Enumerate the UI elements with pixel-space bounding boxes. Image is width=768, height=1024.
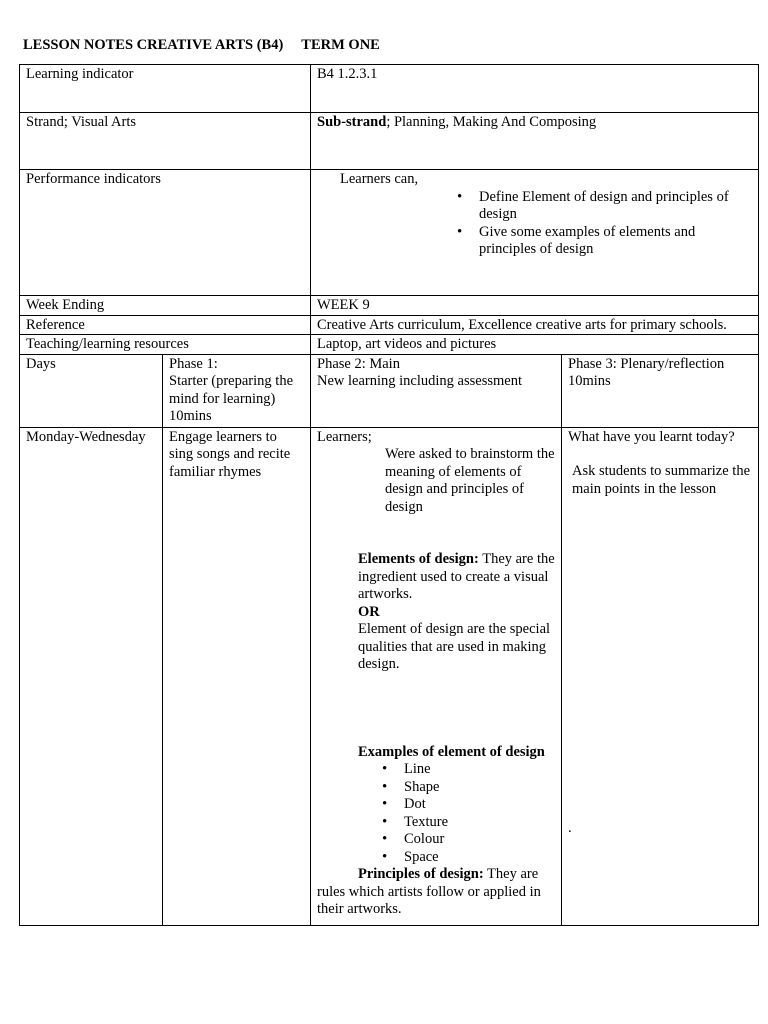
principles-definition xyxy=(317,866,555,919)
reflection-activity xyxy=(562,427,759,925)
list-item: • Texture xyxy=(404,814,555,832)
elements-def: They are the ingredient used to create a visual artworks. xyxy=(358,551,555,602)
lesson-days: Monday-Wednesday xyxy=(20,427,163,925)
strand-label: Strand; Visual Arts xyxy=(20,113,311,170)
or-label: OR xyxy=(358,603,380,620)
performance-row xyxy=(20,170,759,296)
elements-alt: Element of design are the special qualities that are used in making design. xyxy=(358,621,551,672)
strand-row xyxy=(20,113,759,170)
reference-label: Reference xyxy=(20,315,311,335)
document-title xyxy=(23,37,380,55)
list-item: • Define Element of design and principles of design xyxy=(479,189,752,224)
lesson-title: LESSON NOTES CREATIVE ARTS (B4) xyxy=(23,37,284,53)
resources-label: Teaching/learning resources xyxy=(20,335,311,355)
examples-heading: Examples of element of design xyxy=(358,743,545,760)
performance-list xyxy=(479,189,752,259)
list-item: • Colour xyxy=(404,831,555,849)
main-activity xyxy=(311,427,562,925)
week-ending-label: Week Ending xyxy=(20,296,311,316)
performance-cell xyxy=(311,170,759,296)
resources-row xyxy=(20,335,759,355)
resources-value: Laptop, art videos and pictures xyxy=(311,335,759,355)
phase2-desc: New learning including assessment xyxy=(317,373,522,389)
performance-label: Performance indicators xyxy=(20,170,311,296)
phase3-title: Phase 3: Plenary/reflection 10mins xyxy=(568,355,725,389)
reflection-task: Ask students to summarize the main points in the lesson xyxy=(572,463,751,497)
principles-heading: Principles of design: xyxy=(358,866,484,882)
elements-definition xyxy=(358,551,555,604)
lesson-notes-table xyxy=(19,64,759,926)
days-label: Days xyxy=(20,354,163,427)
phase1-title: Phase 1: xyxy=(169,355,218,372)
learning-indicator-label: Learning indicator xyxy=(20,65,311,113)
sub-strand-label: Sub-strand xyxy=(317,114,387,130)
phase2-title: Phase 2: Main xyxy=(317,355,400,372)
list-item: • Shape xyxy=(404,779,555,797)
principles-def: They are rules which artists follow or applied in their artworks. xyxy=(317,866,541,917)
list-item: • Space xyxy=(404,849,555,867)
lesson-row xyxy=(20,427,759,925)
phase2-header xyxy=(311,354,562,427)
learning-indicator-value: B4 1.2.3.1 xyxy=(311,65,759,113)
sub-strand-value: ; Planning, Making And Composing xyxy=(386,114,597,130)
list-item: • Dot xyxy=(404,796,555,814)
starter-activity: Engage learners to sing songs and recite familiar rhymes xyxy=(163,427,311,925)
term-label: TERM ONE xyxy=(301,37,380,53)
learning-indicator-row xyxy=(20,65,759,113)
phase3-header xyxy=(562,354,759,427)
brainstorm-text: Were asked to brainstorm the meaning of elements of design and principles of design xyxy=(385,446,555,515)
week-ending-row xyxy=(20,296,759,316)
sub-strand-cell xyxy=(311,113,759,170)
reflection-dot: . xyxy=(568,819,572,836)
examples-list xyxy=(404,761,555,866)
list-item: • Line xyxy=(404,761,555,779)
performance-intro: Learners can, xyxy=(340,171,419,187)
elements-heading: Elements of design: xyxy=(358,551,479,567)
reference-row xyxy=(20,315,759,335)
reflection-question: What have you learnt today? xyxy=(568,428,735,445)
list-item: • Give some examples of elements and principles of design xyxy=(479,224,752,259)
main-intro: Learners; xyxy=(317,428,372,445)
reference-value: Creative Arts curriculum, Excellence creative arts for primary schools. xyxy=(311,315,759,335)
week-ending-value: WEEK 9 xyxy=(311,296,759,316)
phase-header-row xyxy=(20,354,759,427)
phase1-desc: Starter (preparing the mind for learning) 10mins xyxy=(169,373,294,424)
phase1-header xyxy=(163,354,311,427)
